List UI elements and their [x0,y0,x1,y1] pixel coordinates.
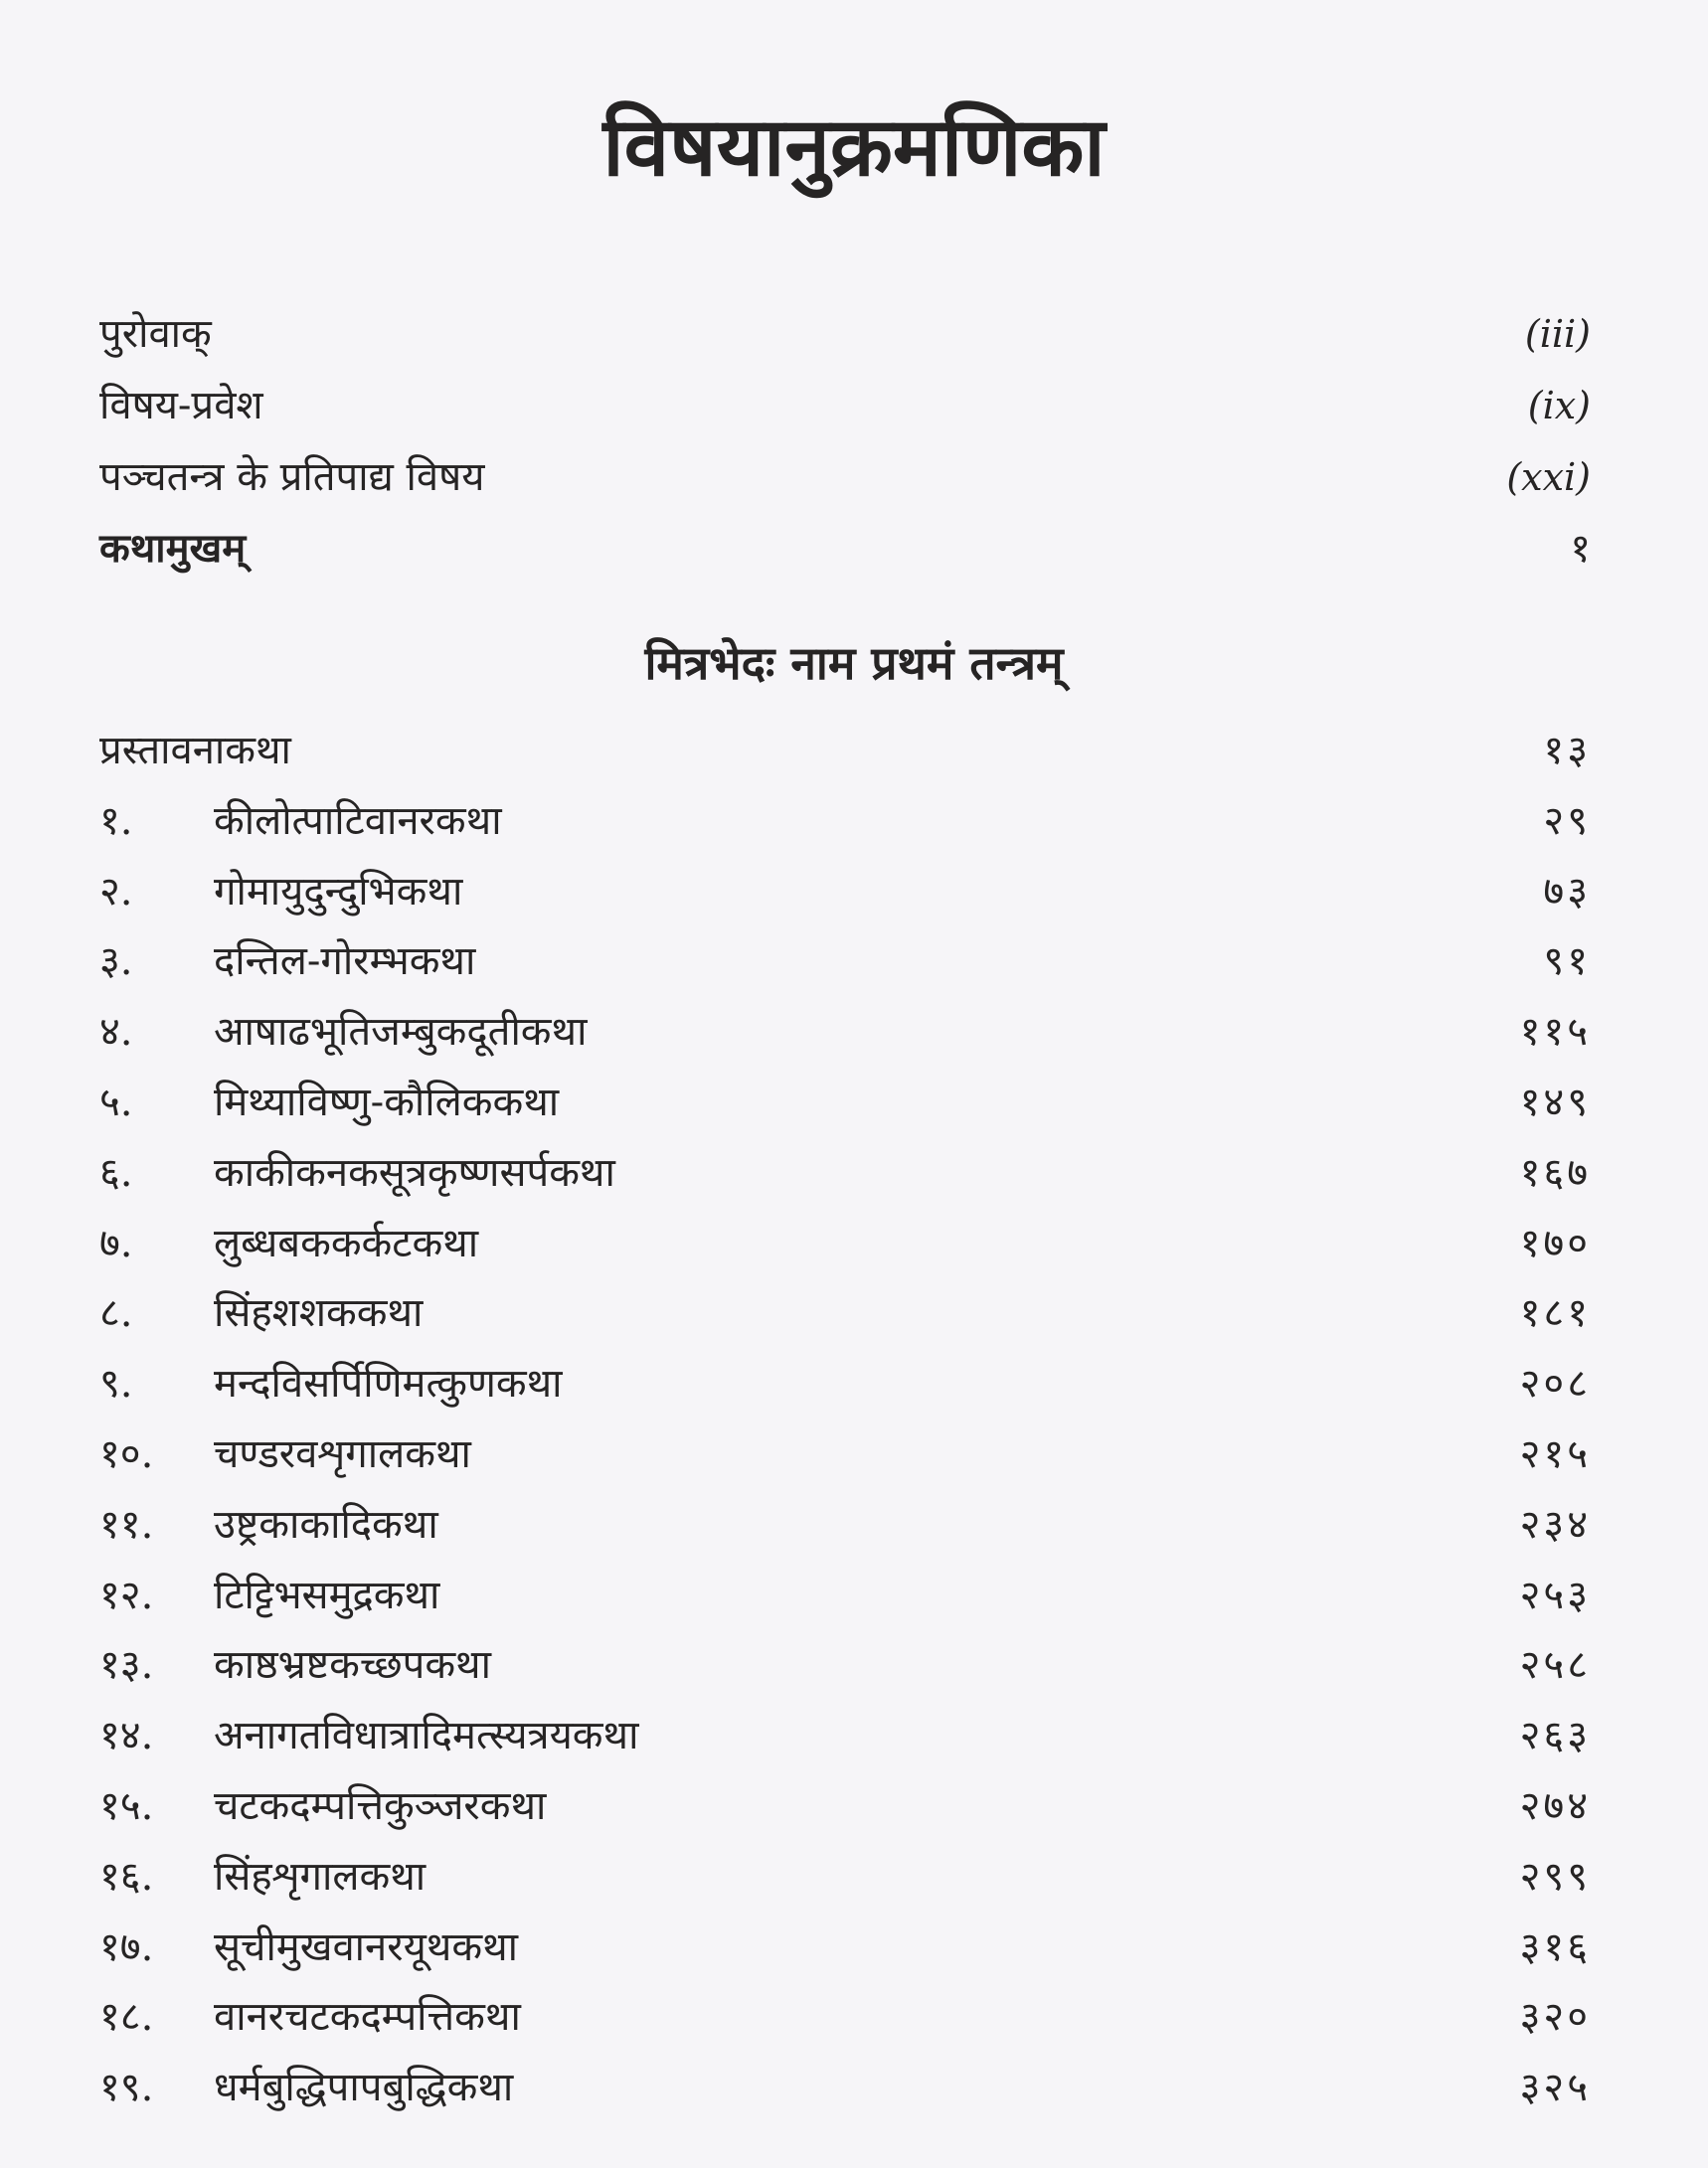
entry-number: ११. [99,1501,154,1548]
story-entry [99,857,1591,927]
entry-number: ७. [99,1220,133,1266]
entry-name: चण्डरवशृगालकथा [214,1430,471,1477]
entry-name: सिंहशृगालकथा [214,1853,427,1900]
section-title: मित्रभेदः नाम प्रथमं तन्त्रम् [644,636,1064,690]
entry-number: १४. [99,1713,154,1759]
entry-name: चटकदम्पत्तिकुञ्जरकथा [214,1782,547,1829]
entry-number: ३. [99,938,133,985]
entry-name: लुब्धबककर्कटकथा [214,1220,479,1266]
story-entry [99,1138,1591,1209]
entry-name: गोमायुदुन्दुभिकथा [214,868,463,915]
front-matter-item [99,441,1591,513]
entry-number: १९. [99,2065,154,2111]
entry-page: ९१ [1543,938,1591,985]
entry-number: १५. [99,1782,154,1829]
front-matter-label: पञ्चतन्त्र के प्रतिपाद्य विषय [99,454,485,500]
entry-page: ३२५ [1519,2065,1591,2111]
entry-page: १७० [1519,1220,1591,1266]
entry-page: १४९ [1519,1079,1591,1125]
entry-page: ३१६ [1519,1923,1591,1970]
story-entry [99,926,1591,997]
entry-name: वानरचटकदम्पत्तिकथा [214,1994,521,2041]
story-entry [99,1842,1591,1913]
entry-number: १२. [99,1572,154,1618]
entry-number: ६. [99,1149,133,1196]
front-matter-list [99,298,1591,584]
entry-page: ३२० [1519,1994,1591,2041]
entry-name: दन्तिल-गोरम्भकथा [214,938,476,985]
entry-page: २५८ [1519,1642,1591,1689]
entry-name: सिंहशशककथा [214,1290,424,1337]
entry-number: १३. [99,1642,154,1689]
entry-page: २१५ [1519,1430,1591,1477]
intro-page: १३ [1543,728,1591,773]
story-entry [99,786,1591,857]
story-entry [99,1771,1591,1842]
entry-number: ४. [99,1009,133,1056]
front-matter-page: (iii) [1524,312,1591,356]
intro-item [99,716,1591,786]
entry-name: काष्ठभ्रष्टकच्छपकथा [214,1642,491,1689]
front-matter-label: विषय-प्रवेश [99,383,263,428]
story-entry [99,1913,1591,1983]
story-entry [99,997,1591,1068]
entry-page: २९ [1543,797,1591,844]
entry-number: १८. [99,1994,154,2041]
story-entry [99,1490,1591,1561]
entry-name: धर्मबुद्धिपापबुद्धिकथा [214,2065,514,2111]
entry-name: अनागतविधात्रादिमत्स्यत्रयकथा [214,1713,639,1759]
entry-name: आषाढभूतिजम्बुकदूतीकथा [214,1009,588,1056]
entry-number: ९. [99,1361,133,1408]
front-matter-page: (ix) [1527,384,1591,427]
entry-name: टिट्टिभसमुद्रकथा [214,1572,440,1618]
entry-page: २७४ [1519,1782,1591,1829]
entry-page: २६३ [1519,1713,1591,1759]
story-list [99,716,1591,2123]
entry-page: २९९ [1519,1853,1591,1900]
story-entry [99,2053,1591,2123]
entry-page: १८१ [1519,1290,1591,1337]
page-title: विषयानुक्रमणिका [602,100,1106,195]
entry-name: मन्दविसर्पिणिमत्कुणकथा [214,1361,563,1408]
front-matter-item [99,370,1591,441]
entry-number: १०. [99,1430,154,1477]
front-matter-page: (xxi) [1506,455,1591,499]
entry-name: कीलोत्पाटिवानरकथा [214,797,502,844]
front-matter-item [99,298,1591,370]
entry-name: मिथ्याविष्णु-कौलिककथा [214,1079,560,1125]
story-entry [99,1209,1591,1279]
story-entry [99,1278,1591,1349]
front-matter-page: १ [1570,526,1591,572]
intro-label: प्रस्तावनाकथा [99,728,291,773]
entry-page: ११५ [1519,1009,1591,1056]
entry-number: १६. [99,1853,154,1900]
story-entry [99,1982,1591,2053]
story-entry [99,1630,1591,1701]
story-entry [99,1349,1591,1419]
entry-name: काकीकनकसूत्रकृष्णसर्पकथा [214,1149,615,1196]
entry-page: ७३ [1543,868,1591,915]
front-matter-item [99,513,1591,584]
entry-number: ५. [99,1079,133,1125]
story-entry [99,1419,1591,1490]
front-matter-label: कथामुखम् [99,525,247,572]
entry-number: १७. [99,1923,154,1970]
entry-page: २५३ [1519,1572,1591,1618]
story-entry [99,1701,1591,1771]
entry-name: सूचीमुखवानरयूथकथा [214,1923,518,1970]
entry-number: १. [99,797,133,844]
entry-page: २०८ [1519,1361,1591,1408]
story-entry [99,1561,1591,1631]
entry-number: २. [99,868,133,915]
entry-name: उष्ट्रकाकादिकथा [214,1501,438,1548]
front-matter-label: पुरोवाक् [99,311,212,357]
story-entry [99,1068,1591,1138]
entry-page: २३४ [1519,1501,1591,1548]
entry-number: ८. [99,1290,133,1337]
entry-page: १६७ [1519,1149,1591,1196]
